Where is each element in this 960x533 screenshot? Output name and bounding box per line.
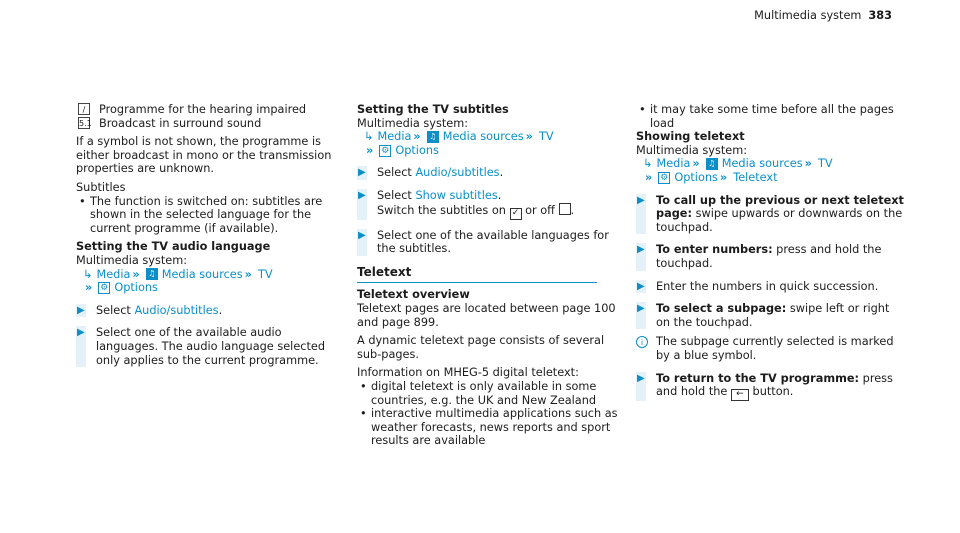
step-text: Select — [377, 188, 416, 202]
chevron-icon: » — [645, 170, 653, 184]
checkbox-checked-icon: ✓ — [510, 208, 522, 220]
step-arrow-icon: ▶ — [358, 189, 366, 201]
link-show-subtitles[interactable]: Show subtitles — [415, 188, 498, 202]
chevron-icon: » — [132, 267, 140, 281]
step — [636, 372, 906, 402]
step-text: . — [570, 203, 575, 217]
hearing-impaired-icon: ∕ — [78, 103, 90, 115]
step — [636, 194, 906, 235]
symbol-description: Programme for the hearing impaired — [99, 103, 307, 116]
path-start-icon: ↳ — [364, 130, 374, 144]
step-text: . — [218, 303, 223, 317]
step-bold: To return to the TV programme: — [656, 371, 860, 385]
chevron-icon: » — [804, 157, 812, 171]
music-note-icon: ♫ — [146, 268, 158, 280]
step — [636, 280, 906, 294]
section-heading: Setting the TV audio language — [76, 240, 271, 254]
gear-icon: ⚙ — [100, 282, 109, 293]
step — [636, 302, 906, 329]
list-item: • digital teletext is only available in some countries, e.g. the UK and New Zealand — [357, 380, 622, 407]
menu-path — [636, 157, 906, 184]
page-number: 383 — [868, 9, 892, 22]
back-button-icon: ← — [731, 389, 749, 401]
paragraph: Teletext pages are located between page 100 and page 899. — [357, 301, 616, 329]
path-options[interactable]: Options — [395, 143, 439, 157]
step-arrow-icon: ▶ — [637, 280, 645, 292]
link-audio-subtitles[interactable]: Audio/subtitles — [415, 166, 500, 180]
info-icon: i — [636, 336, 648, 348]
step-arrow-icon: ▶ — [77, 304, 85, 316]
step-text: Enter the numbers in quick succession. — [656, 279, 879, 293]
chevron-icon: » — [244, 267, 252, 281]
step — [357, 166, 622, 180]
step-text: press and hold the touchpad. — [656, 243, 882, 270]
page-header — [754, 9, 892, 23]
step-arrow-icon: ▶ — [637, 372, 645, 384]
step-arrow-icon: ▶ — [637, 303, 645, 315]
chevron-icon: » — [413, 130, 421, 144]
chevron-icon: » — [692, 157, 700, 171]
path-options[interactable]: Options — [674, 170, 718, 184]
path-media-sources[interactable]: Media sources — [161, 267, 243, 281]
step-text: . — [497, 188, 502, 202]
path-start-icon: ↳ — [643, 157, 653, 171]
music-note-icon: ♫ — [427, 131, 439, 143]
column-3 — [636, 103, 906, 401]
note-text: The subpage currently selected is marked by a blue symbol. — [656, 335, 894, 362]
step-arrow-icon: ▶ — [358, 167, 366, 179]
path-media[interactable]: Media — [96, 267, 131, 281]
step-text: Select one of the available languages for the subtitles. — [377, 228, 609, 256]
menu-path — [357, 130, 622, 157]
step-text: or off — [521, 203, 559, 217]
step-text: Select — [377, 166, 416, 180]
path-teletext[interactable]: Teletext — [733, 170, 778, 184]
list-item: • The function is switched on: subtitles are shown in the selected language for the current programme (if available). — [76, 195, 344, 236]
step-arrow-icon: ▶ — [637, 194, 645, 206]
section-title-teletext: Teletext — [357, 266, 597, 284]
step — [76, 326, 344, 367]
column-2 — [357, 103, 622, 448]
subtitles-label: Subtitles — [76, 180, 126, 194]
symbol-row-surround — [76, 117, 344, 131]
symbol-description: Broadcast in surround sound — [99, 116, 262, 130]
chevron-icon: » — [719, 170, 728, 184]
step-text: Switch the subtitles on — [377, 203, 510, 217]
step — [357, 189, 622, 220]
step-arrow-icon: ▶ — [358, 229, 366, 241]
column-1 — [76, 103, 344, 367]
menu-path — [76, 268, 344, 295]
gear-icon: ⚙ — [381, 145, 390, 156]
paragraph: If a symbol is not shown, the programme is either broadcast in mono or the transmission properties are unknown. — [76, 135, 332, 176]
step-text: swipe upwards or downwards on the touchpad. — [656, 207, 903, 234]
step-text: press and hold the — [656, 371, 893, 399]
path-tv[interactable]: TV — [257, 267, 273, 281]
path-media-sources[interactable]: Media sources — [721, 157, 803, 171]
path-tv[interactable]: TV — [538, 130, 554, 144]
surround-5-1-icon: 5.1 — [79, 118, 92, 128]
path-options[interactable]: Options — [114, 281, 158, 295]
list-item: • it may take some time before all the pages load — [636, 103, 906, 130]
note — [636, 335, 906, 362]
section-heading: Showing teletext — [636, 130, 745, 144]
step — [357, 229, 622, 256]
system-label: Multimedia system: — [636, 143, 748, 157]
step-bold: To select a subpage: — [656, 302, 787, 316]
chevron-icon: » — [366, 143, 374, 157]
step — [636, 243, 906, 270]
list-item: • interactive multimedia applications such as weather forecasts, news reports and sport results are available — [357, 407, 622, 448]
chevron-icon: » — [525, 130, 533, 144]
step-text: swipe left or right on the touchpad. — [656, 302, 890, 329]
paragraph: Information on MHEG-5 digital teletext: — [357, 366, 579, 380]
music-note-icon: ♫ — [706, 158, 718, 170]
step-arrow-icon: ▶ — [637, 244, 645, 256]
gear-icon: ⚙ — [660, 172, 669, 183]
path-media[interactable]: Media — [377, 130, 412, 144]
system-label: Multimedia system: — [76, 253, 188, 267]
step-text: Select one of the available audio languages. The audio language selected only applies to the current programme. — [96, 326, 326, 367]
step — [76, 304, 344, 318]
step-text: Select — [96, 303, 135, 317]
link-audio-subtitles[interactable]: Audio/subtitles — [134, 303, 219, 317]
step-text: . — [499, 166, 504, 180]
system-label: Multimedia system: — [357, 116, 469, 130]
step-arrow-icon: ▶ — [77, 327, 85, 339]
path-start-icon: ↳ — [83, 267, 93, 281]
step-bold: To enter numbers: — [656, 243, 773, 257]
step-text: button. — [748, 385, 794, 399]
section-heading: Setting the TV subtitles — [357, 103, 509, 116]
paragraph: A dynamic teletext page consists of several sub-pages. — [357, 334, 605, 361]
subsection-heading: Teletext overview — [357, 288, 470, 302]
chevron-icon: » — [85, 281, 93, 295]
step-bold: To call up the previous or next teletext page: — [656, 193, 904, 221]
header-title: Multimedia system — [754, 9, 862, 22]
path-tv[interactable]: TV — [817, 157, 833, 171]
symbol-row-hearing — [76, 103, 344, 117]
path-media-sources[interactable]: Media sources — [442, 130, 524, 144]
checkbox-unchecked-icon — [559, 203, 571, 215]
path-media[interactable]: Media — [656, 157, 691, 171]
